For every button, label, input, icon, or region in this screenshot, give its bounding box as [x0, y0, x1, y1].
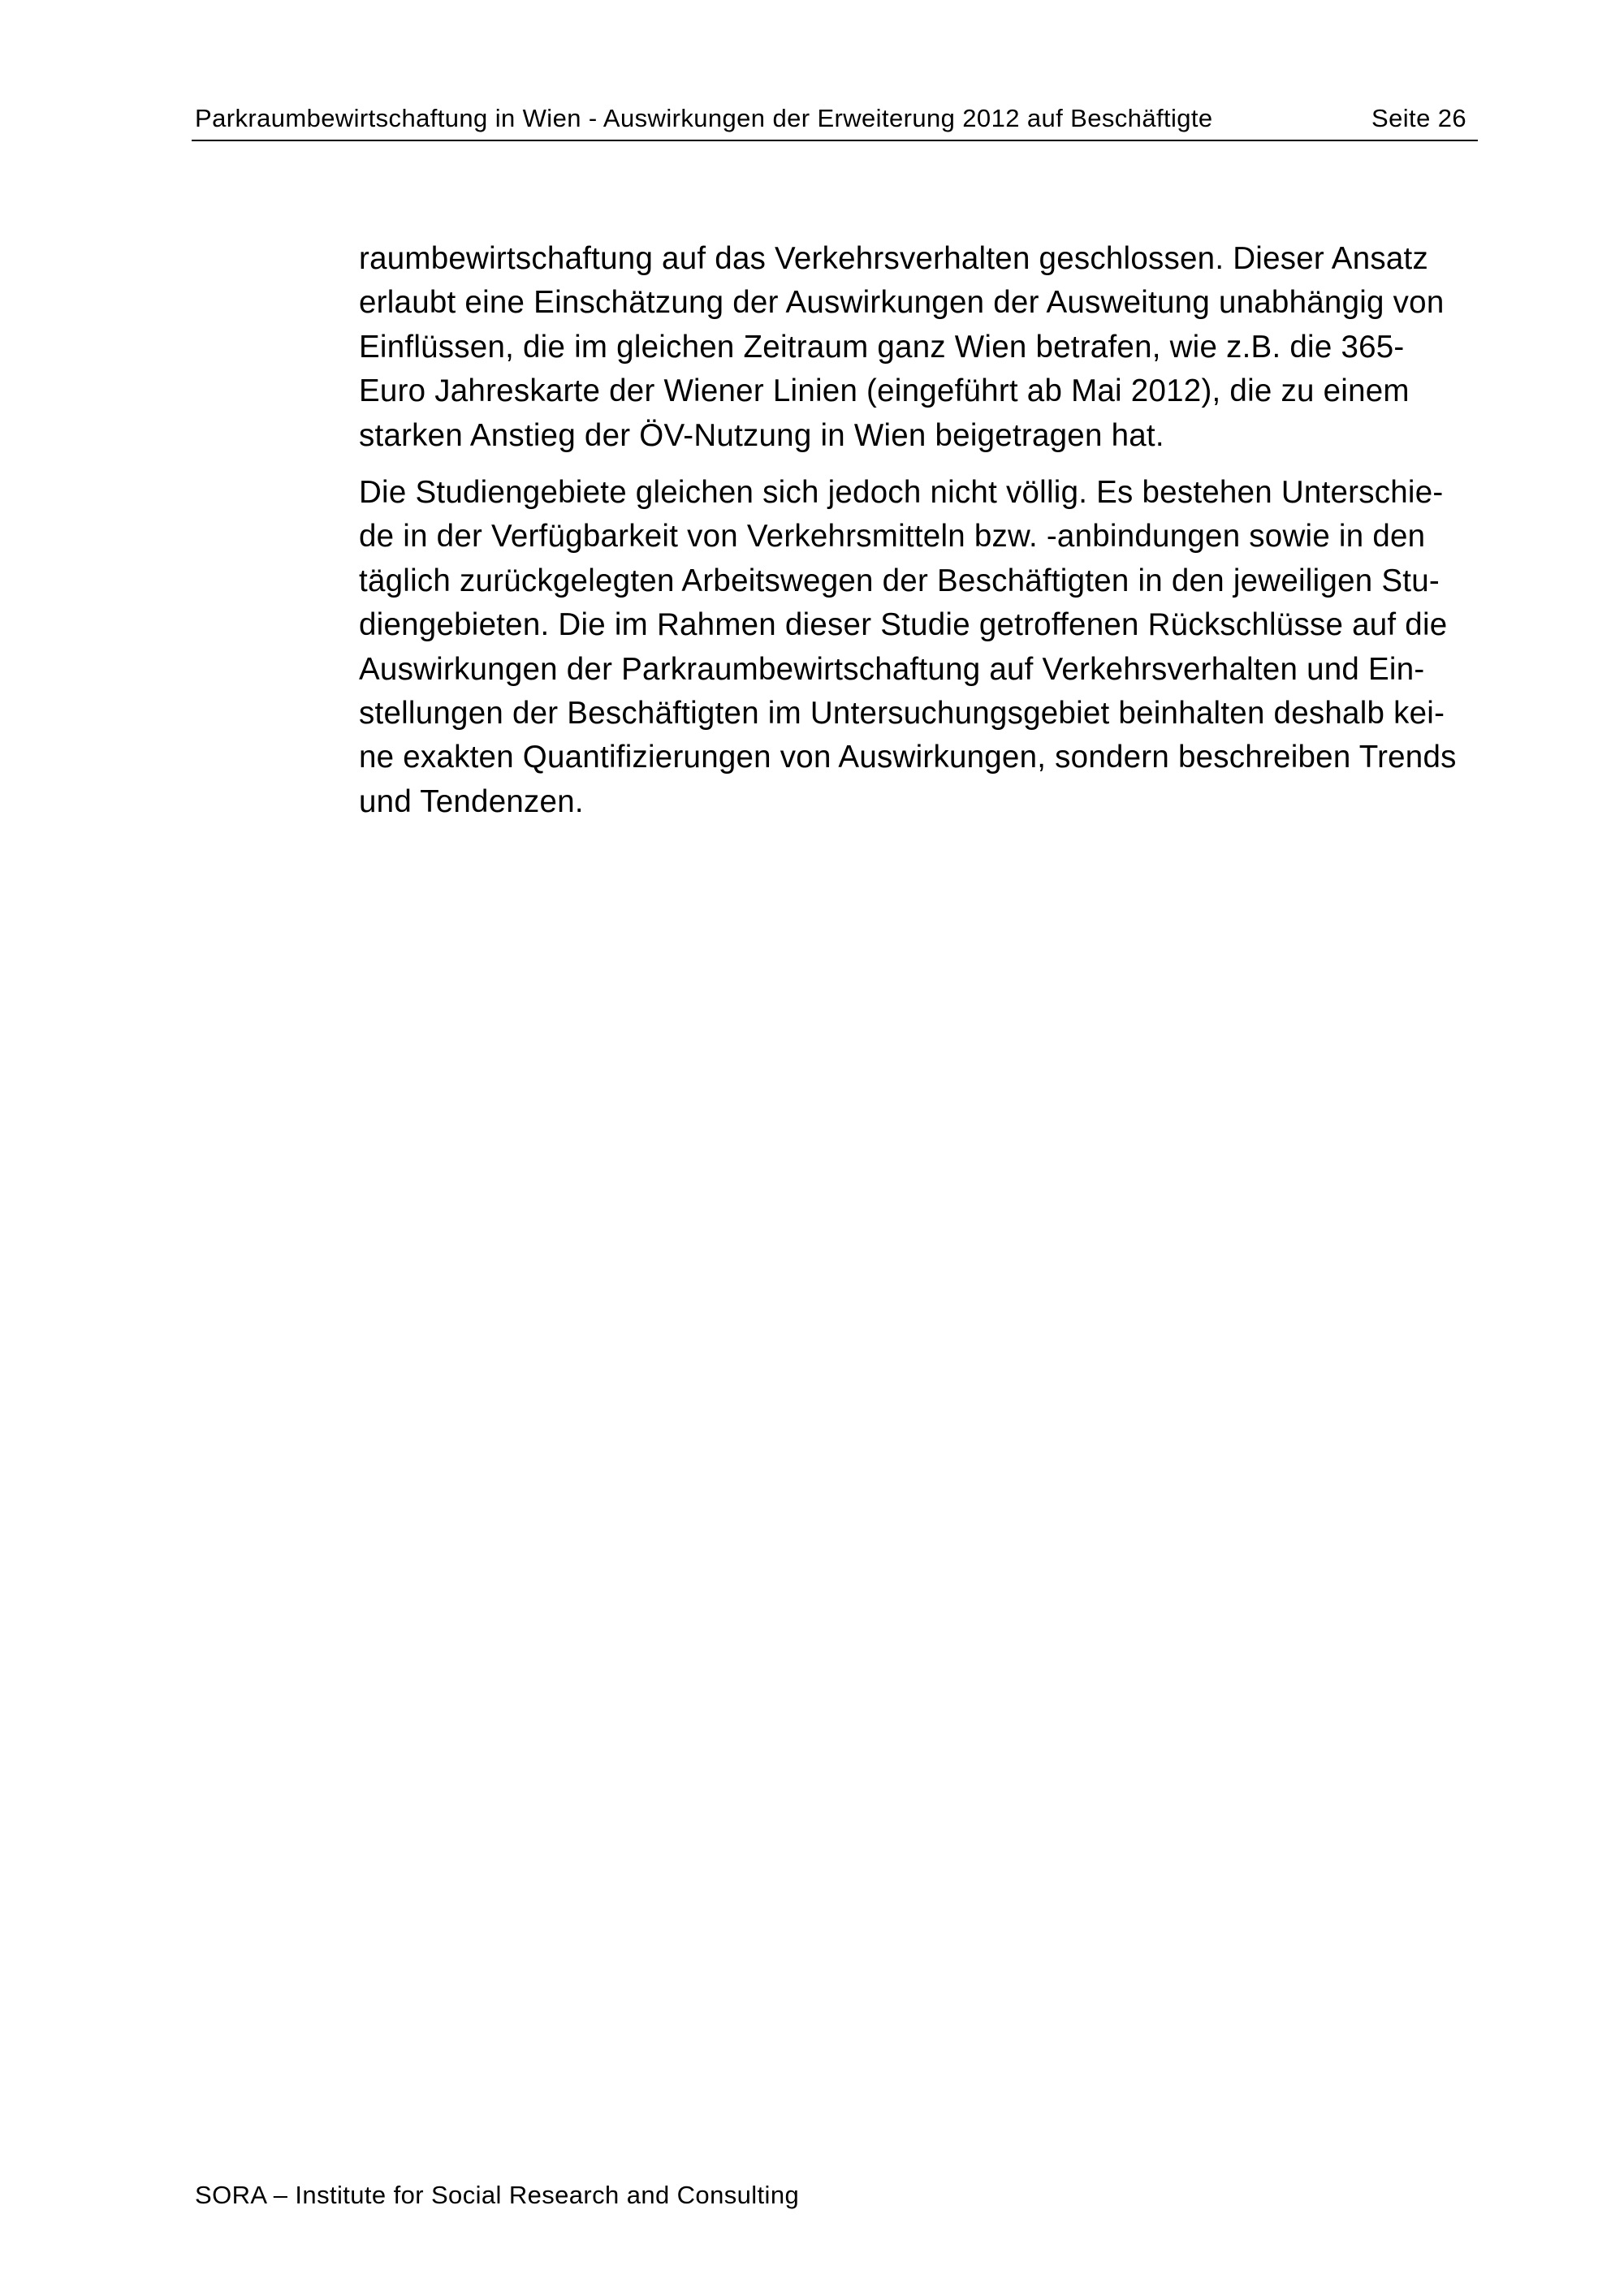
text-line: raumbewirtschaftung auf das Verkehrsverhalten geschlossen. Dieser Ansatz	[359, 241, 1428, 276]
text-line: ne exakten Quantifizierungen von Auswirkungen, sondern beschreiben Trends	[359, 740, 1457, 775]
paragraph-1	[359, 237, 1479, 458]
text-line: erlaubt eine Einschätzung der Auswirkungen der Ausweitung unabhängig von	[359, 285, 1445, 321]
text-line: Die Studiengebiete gleichen sich jedoch nicht völlig. Es bestehen Unterschie-	[359, 475, 1444, 511]
page-header	[192, 101, 1478, 141]
text-line: diengebieten. Die im Rahmen dieser Studie getroffenen Rückschlüsse auf die	[359, 607, 1448, 643]
text-line: starken Anstieg der ÖV-Nutzung in Wien beigetragen hat.	[359, 417, 1164, 453]
text-line: Auswirkungen der Parkraumbewirtschaftung auf Verkehrsverhalten und Ein-	[359, 651, 1425, 687]
text-line: de in der Verfügbarkeit von Verkehrsmitteln bzw. -anbindungen sowie in den	[359, 519, 1426, 555]
text-line: Euro Jahreskarte der Wiener Linien (eingeführt ab Mai 2012), die zu einem	[359, 373, 1410, 409]
page-number: Seite 26	[1371, 104, 1466, 132]
page-footer: SORA – Institute for Social Research and Consulting	[195, 2181, 800, 2209]
text-line: täglich zurückgelegten Arbeitswegen der Beschäftigten in den jeweiligen Stu-	[359, 563, 1440, 598]
header-title: Parkraumbewirtschaftung in Wien - Auswirkungen der Erweiterung 2012 auf Beschäftigte	[195, 104, 1213, 132]
text-line: und Tendenzen.	[359, 783, 584, 819]
paragraph-2	[359, 471, 1479, 824]
body-text	[359, 237, 1479, 837]
text-line: Einflüssen, die im gleichen Zeitraum ganz Wien betrafen, wie z.B. die 365-	[359, 329, 1405, 365]
text-line: stellungen der Beschäftigten im Untersuchungsgebiet beinhalten deshalb kei-	[359, 696, 1445, 732]
